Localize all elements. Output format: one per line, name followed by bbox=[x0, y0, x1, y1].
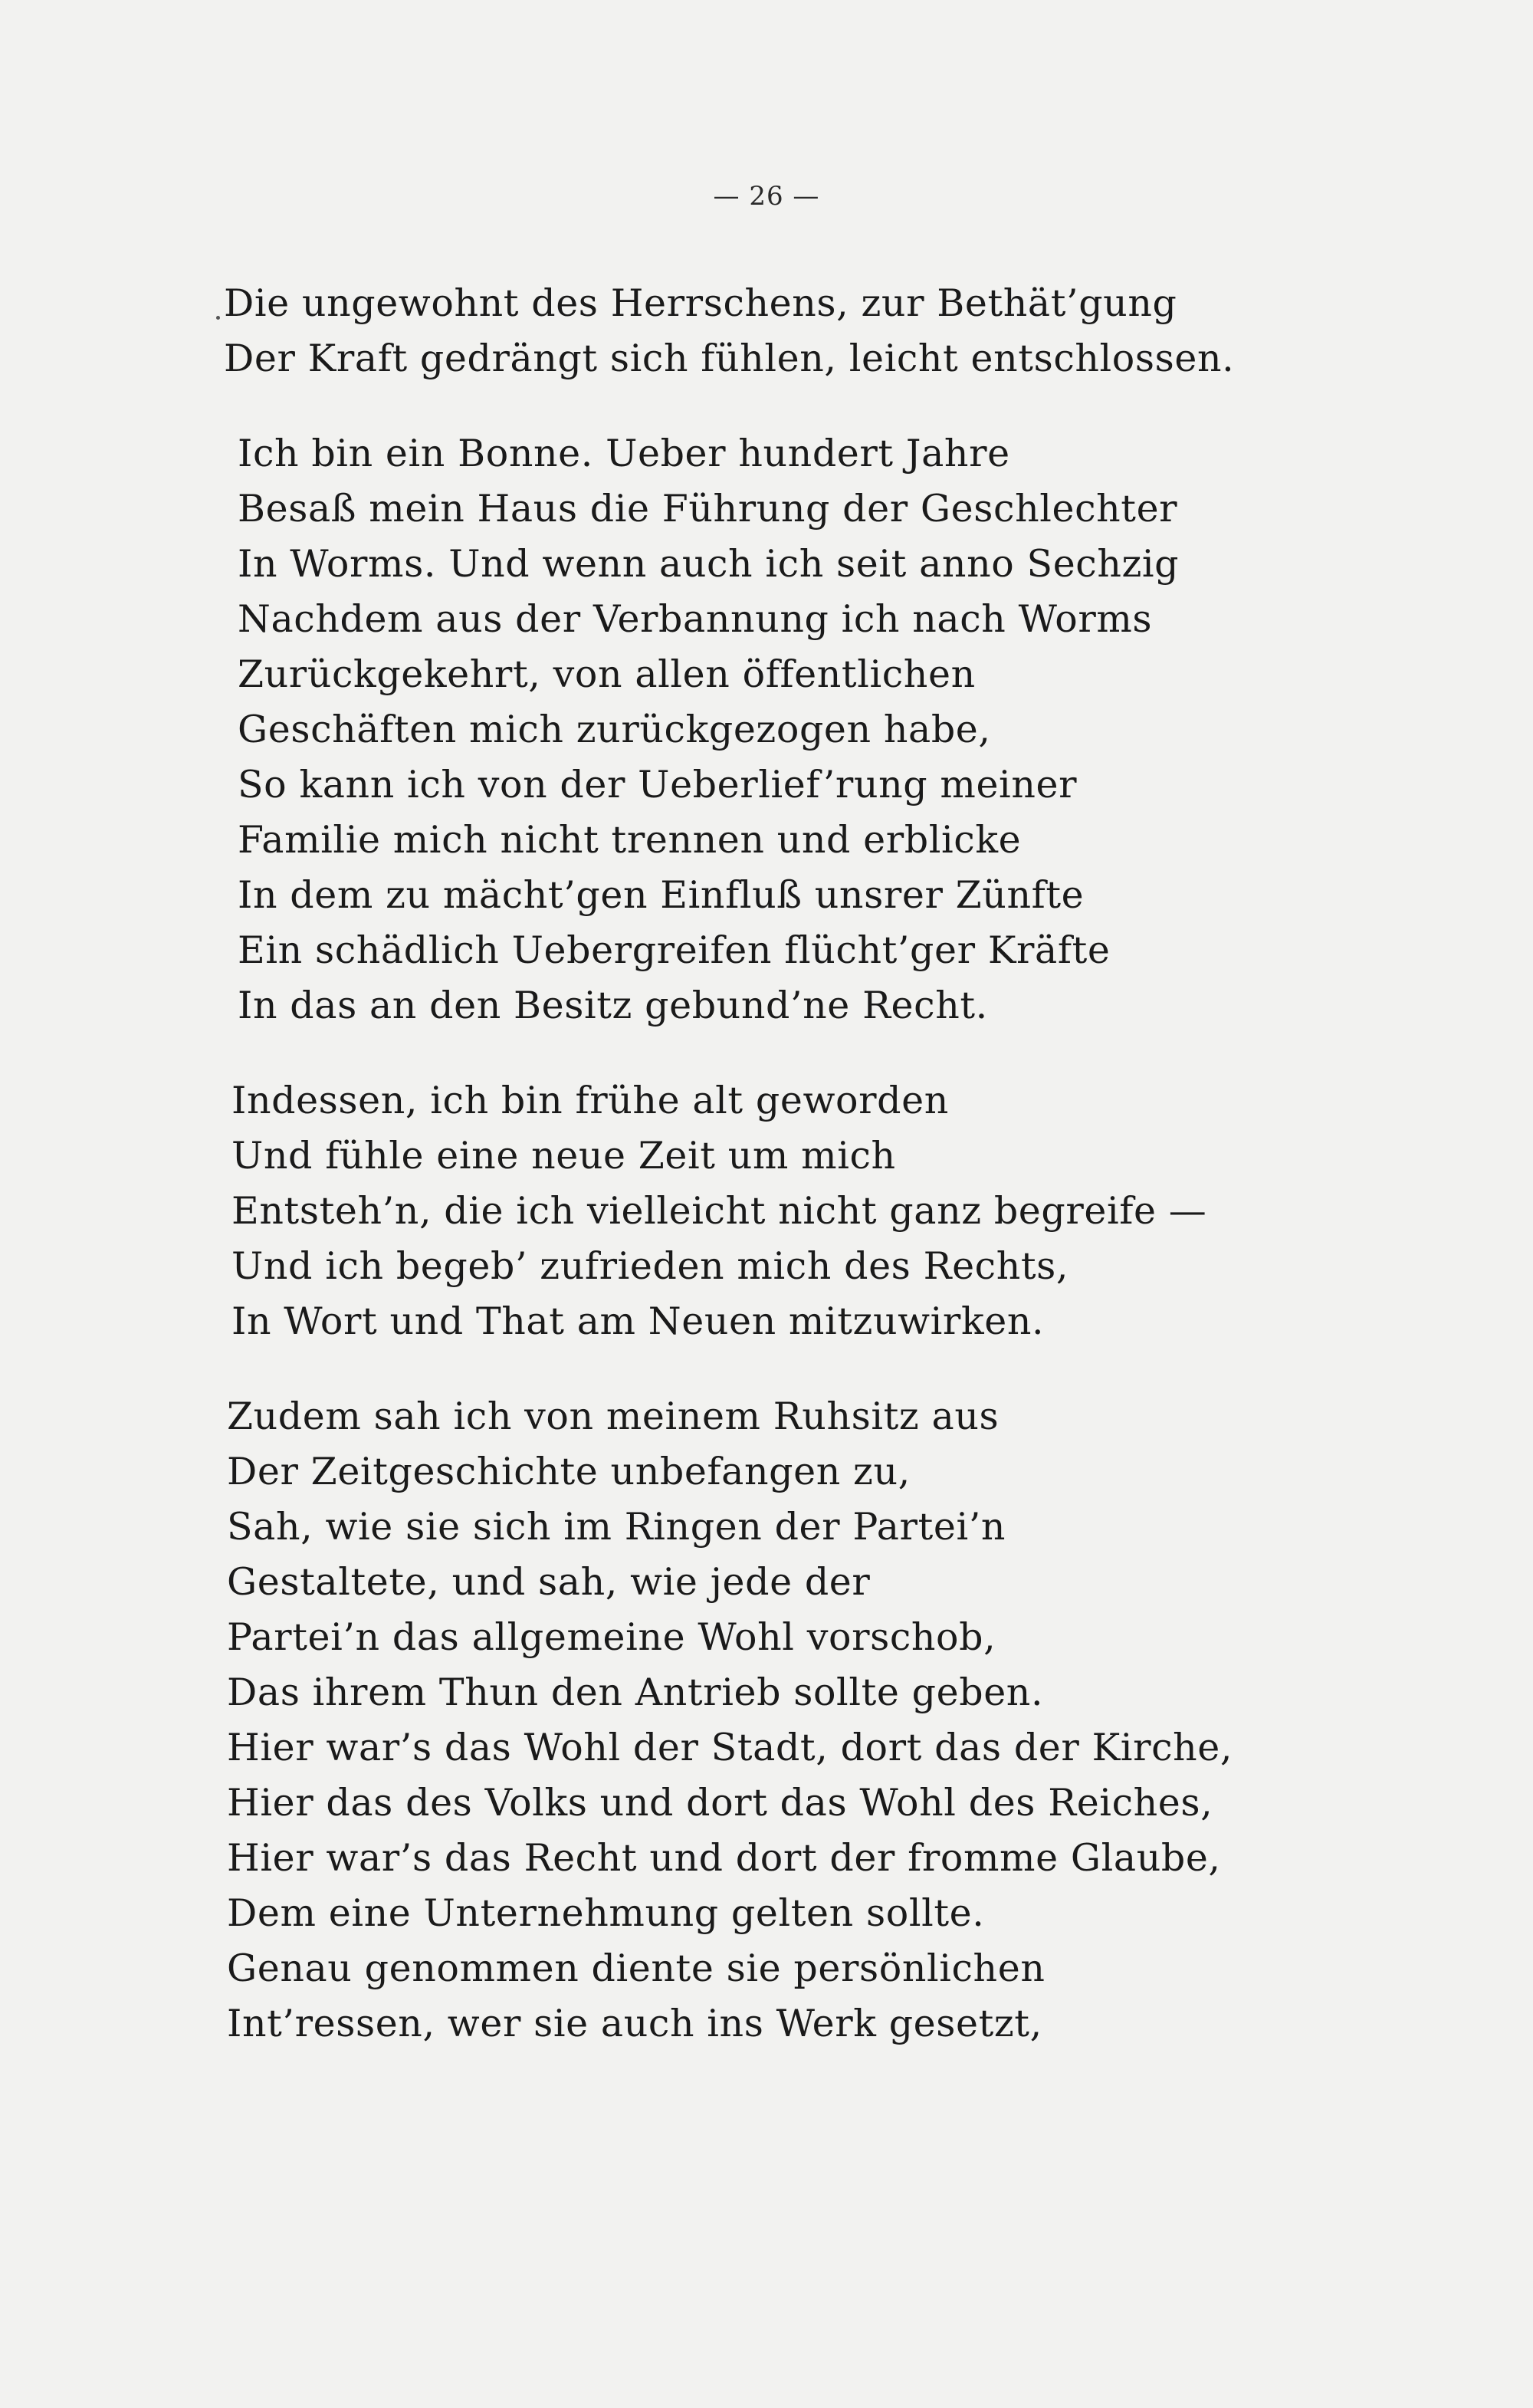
stanza bbox=[224, 1389, 1374, 2052]
verse-line: Gestaltete, und sah, wie jede der bbox=[227, 1560, 871, 1604]
verse-line: Geschäften mich zurückgezogen habe, bbox=[238, 708, 991, 751]
verse-line: Partei’n das allgemeine Wohl vorschob, bbox=[227, 1615, 996, 1659]
verse-line: In dem zu mächt’gen Einfluß unsrer Zünfte bbox=[238, 873, 1085, 917]
verse-line: Und fühle eine neue Zeit um mich bbox=[231, 1134, 896, 1178]
verse-line: In Wort und That am Neuen mitzuwirken. bbox=[231, 1299, 1045, 1343]
verse-line: Ich bin ein Bonne. Ueber hundert Jahre bbox=[238, 432, 1010, 475]
verse-line: In das an den Besitz gebund’ne Recht. bbox=[238, 984, 988, 1027]
verse-line: Int’ressen, wer sie auch ins Werk gesetzt, bbox=[227, 2002, 1042, 2045]
stanza bbox=[224, 276, 1374, 386]
verse-line: Der Kraft gedrängt sich fühlen, leicht entschlossen. bbox=[224, 337, 1235, 380]
verse-line: Indessen, ich bin frühe alt geworden bbox=[231, 1079, 949, 1122]
verse-line: Nachdem aus der Verbannung ich nach Worms bbox=[238, 597, 1153, 641]
verse-line: Der Zeitgeschichte unbefangen zu, bbox=[227, 1450, 911, 1493]
verse-line: Hier war’s das Wohl der Stadt, dort das der Kirche, bbox=[227, 1726, 1233, 1769]
verse-line: Dem eine Unternehmung gelten sollte. bbox=[227, 1891, 985, 1935]
verse-line: Hier das des Volks und dort das Wohl des Reiches, bbox=[227, 1781, 1213, 1825]
poem-text bbox=[224, 276, 1374, 2052]
verse-line: Besaß mein Haus die Führung der Geschlechter bbox=[238, 487, 1178, 531]
verse-line: Genau genommen diente sie persönlichen bbox=[227, 1946, 1046, 1990]
verse-line: Das ihrem Thun den Antrieb sollte geben. bbox=[227, 1670, 1044, 1714]
verse-line: Und ich begeb’ zufrieden mich des Rechts, bbox=[231, 1244, 1069, 1288]
verse-line: Ein schädlich Uebergreifen flücht’ger Kräfte bbox=[238, 928, 1111, 972]
verse-line: In Worms. Und wenn auch ich seit anno Sechzig bbox=[238, 542, 1180, 586]
verse-line: Zudem sah ich von meinem Ruhsitz aus bbox=[227, 1395, 1000, 1438]
stanza bbox=[224, 1073, 1374, 1349]
stanza bbox=[224, 426, 1374, 1033]
verse-line: Entsteh’n, die ich vielleicht nicht ganz begreife — bbox=[231, 1189, 1207, 1233]
verse-line: Zurückgekehrt, von allen öffentlichen bbox=[238, 652, 976, 696]
verse-line: Die ungewohnt des Herrschens, zur Bethät’gung bbox=[224, 281, 1177, 325]
verse-line: So kann ich von der Ueberlief’rung meiner bbox=[238, 763, 1078, 806]
verse-line: Sah, wie sie sich im Ringen der Partei’n bbox=[227, 1505, 1006, 1549]
verse-line: Familie mich nicht trennen und erblicke bbox=[238, 818, 1022, 862]
print-speck bbox=[216, 316, 220, 320]
verse-line: Hier war’s das Recht und dort der fromme Glaube, bbox=[227, 1836, 1221, 1880]
page-number: — 26 — bbox=[713, 181, 820, 212]
